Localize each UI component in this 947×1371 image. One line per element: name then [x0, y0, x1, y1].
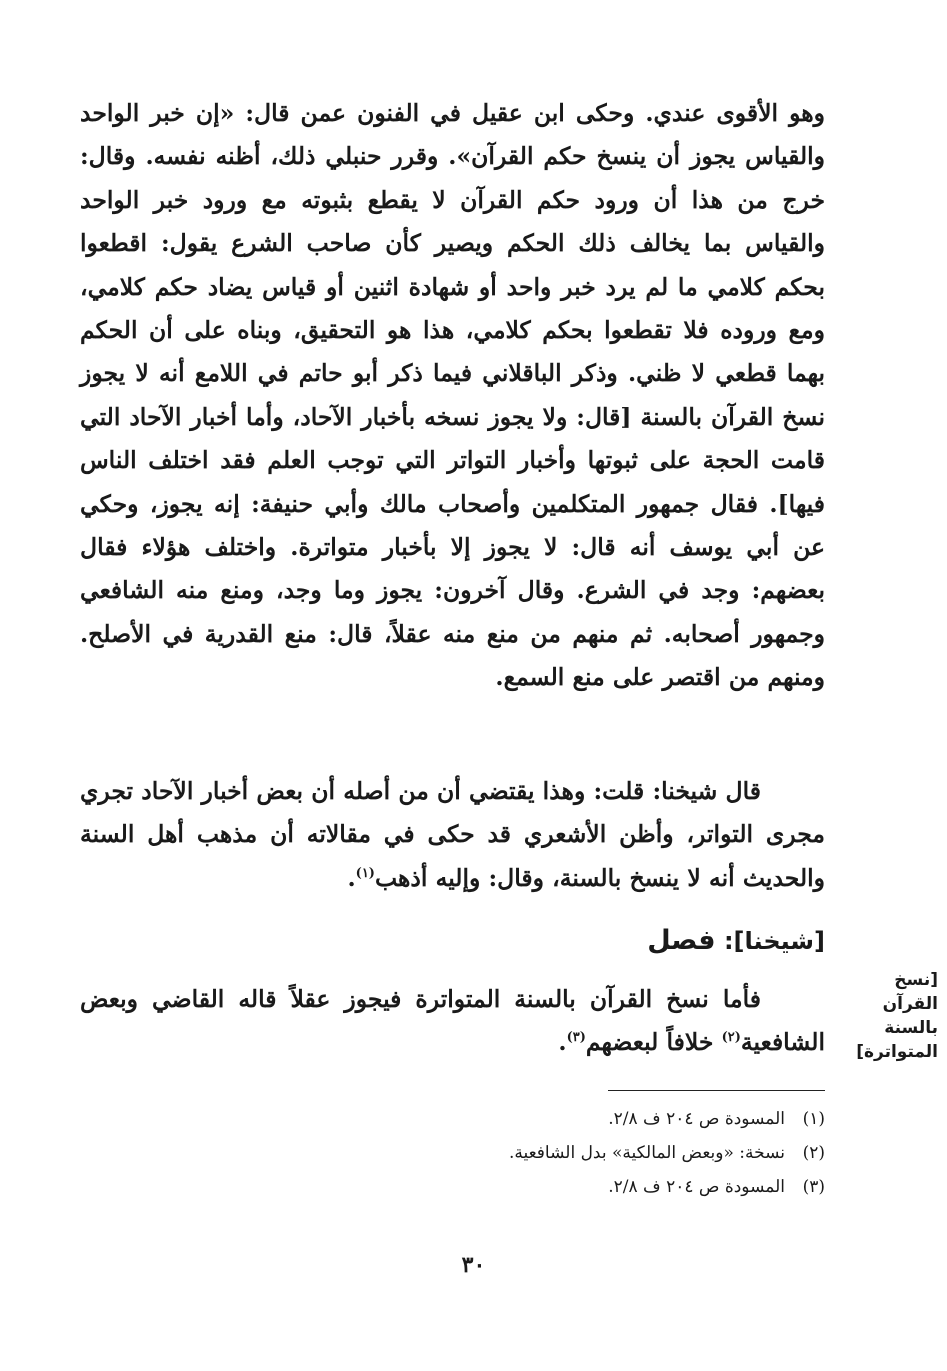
footnote-reference: (٢): [721, 1030, 741, 1046]
margin-note-line: القرآن: [882, 994, 938, 1014]
footnote-text: المسودة ص ٢٠٤ ف ٢/٨.: [608, 1177, 785, 1197]
paragraph-end: .: [558, 1028, 567, 1057]
section-paragraph: [80, 978, 825, 1065]
paragraph-text-a: فأما نسخ القرآن بالسنة المتواترة فيجوز عقلاً قاله القاضي وبعض الشافعية: [80, 985, 825, 1057]
footnote: [225, 1170, 825, 1204]
margin-note: [838, 968, 938, 1064]
footnote: [225, 1136, 825, 1170]
section-bracket: [شيخنا]:: [723, 927, 825, 955]
footnote-number: (١): [802, 1109, 825, 1129]
footnote-divider: [608, 1090, 825, 1091]
footnote-reference: (٣): [566, 1030, 586, 1046]
footnote-reference: (١): [355, 865, 375, 881]
paragraph-text: قال شيخنا: قلت: وهذا يقتضي أن من أصله أن بعض أخبار الآحاد تجري مجرى التواتر، وأظن الأشعري قد حكى في مقالاته أن مذهب أهل السنة والحديث أنه لا ينسخ بالسنة، وقال: وإليه أذهب: [80, 777, 825, 892]
footnote: [225, 1102, 825, 1136]
footnote-number: (٢): [802, 1143, 825, 1163]
margin-note-line: [نسخ: [894, 970, 938, 990]
footnote-text: المسودة ص ٢٠٤ ف ٢/٨.: [608, 1109, 785, 1129]
paragraph-text-b: خلافاً لبعضهم: [585, 1028, 722, 1057]
paragraph-end: .: [347, 863, 356, 892]
footnotes: [225, 1102, 825, 1204]
footnote-text: نسخة: «وبعض المالكية» بدل الشافعية.: [508, 1143, 785, 1163]
footnote-number: (٣): [802, 1177, 825, 1197]
main-paragraph: وهو الأقوى عندي. وحكى ابن عقيل في الفنون عمن قال: «إن خبر الواحد والقياس يجوز أن ينسخ حكم القرآن». وقرر حنبلي ذلك، أظنه نفسه. وقال: خرج من هذا أن ورود حكم القرآن لا يقطع بثبوته مع ورود خبر الواحد والقياس بما يخالف ذلك الحكم ويصير كأن صاحب الشرع يقول: اقطعوا بحكم كلامي ما لم يرد خبر واحد أو شهادة اثنين أو قياس يضاد حكم كلامي، ومع وروده فلا تقطعوا بحكم كلامي، هذا هو التحقيق، وبناه على أن الحكم بهما قطعي لا ظني. وذكر الباقلاني فيما ذكر أبو حاتم في اللامع أنه لا يجوز نسخ القرآن بالسنة [قال: ولا يجوز نسخه بأخبار الآحاد، وأما أخبار الآحاد التي قامت الحجة على ثبوتها وأخبار التواتر التي توجب العلم فقد اختلف الناس فيها]. فقال جمهور المتكلمين وأصحاب مالك وأبي حنيفة: إنه يجوز، وحكي عن أبي يوسف أنه قال: لا يجوز إلا بأخبار متواترة. واختلف هؤلاء فقال بعضهم: وجد في الشرع. وقال آخرون: يجوز وما وجد، ومنع منه الشافعي وجمهور أصحابه. ثم منهم من منع منه عقلاً، قال: منع القدرية في الأصلح. ومنهم من اقتصر على منع السمع.: [80, 99, 825, 692]
section-heading: [647, 925, 825, 956]
page-number: ٣٠: [461, 1252, 486, 1278]
shaykh-comment-paragraph: [80, 770, 825, 900]
margin-note-line: المتواترة]: [856, 1042, 938, 1062]
margin-note-line: بالسنة: [884, 1018, 938, 1038]
section-title: فصل: [647, 925, 716, 956]
